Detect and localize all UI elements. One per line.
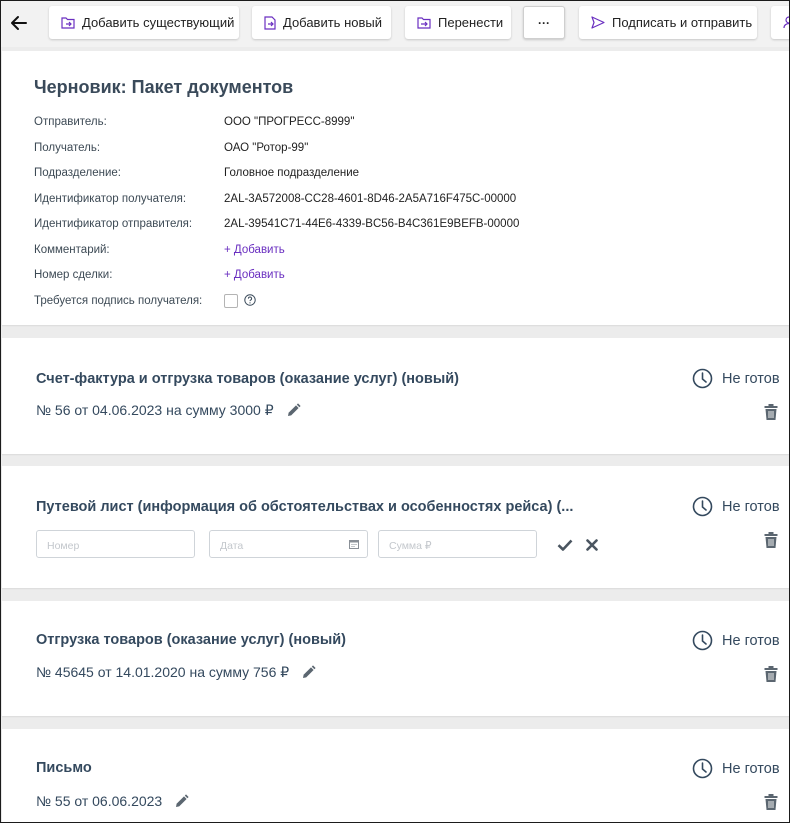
pencil-icon[interactable] [301, 665, 316, 680]
add-existing-label: Добавить существующий [82, 15, 235, 30]
status-text: Не готов [722, 760, 780, 777]
document-title[interactable]: Письмо [36, 760, 92, 776]
status-text: Не готов [722, 370, 780, 387]
document-details [36, 664, 316, 681]
document-card[interactable] [2, 338, 789, 454]
status-indicator [692, 630, 780, 651]
recipient-value: ОАО "Ротор-99" [224, 142, 309, 154]
number-input[interactable] [36, 530, 195, 558]
clock-icon [692, 496, 713, 517]
number-placeholder: Номер [47, 540, 80, 552]
sender-id-value: 2AL-39541C71-44E6-4339-BC56-B4C361E9BEFB-00000 [224, 218, 520, 230]
signature-required-label: Требуется подпись получателя: [34, 295, 203, 307]
trash-icon[interactable] [764, 794, 778, 810]
folder-move-icon [417, 16, 431, 29]
calendar-icon[interactable] [349, 539, 359, 549]
move-button[interactable] [405, 6, 511, 39]
trash-icon[interactable] [764, 532, 778, 548]
status-indicator [692, 496, 780, 517]
document-title[interactable]: Счет-фактура и отгрузка товаров (оказание услуг) (новый) [36, 371, 459, 387]
sign-and-send-label: Подписать и отправить [612, 15, 753, 30]
sender-label: Отправитель: [34, 116, 107, 128]
send-icon [591, 16, 605, 29]
package-header-card [2, 51, 789, 325]
trash-icon[interactable] [764, 666, 778, 682]
comment-label: Комментарий: [34, 244, 110, 256]
department-label: Подразделение: [34, 167, 121, 179]
user-icon [783, 16, 790, 29]
recipient-id-value: 2AL-3A572008-CC28-4601-8D46-2A5A716F475C-00000 [224, 193, 517, 205]
department-value: Головное подразделение [224, 167, 360, 179]
document-details [36, 793, 189, 809]
folder-add-icon [61, 16, 75, 29]
sum-placeholder: Сумма ₽ [389, 540, 432, 552]
sign-and-send-button[interactable] [579, 6, 757, 39]
recipient-id-label: Идентификатор получателя: [34, 193, 187, 205]
status-text: Не готов [722, 498, 780, 515]
document-title[interactable]: Отгрузка товаров (оказание услуг) (новый) [36, 632, 346, 648]
clock-icon [692, 368, 713, 389]
status-indicator [692, 368, 780, 389]
document-subtitle: № 55 от 06.06.2023 [36, 793, 163, 809]
document-card[interactable] [2, 601, 789, 716]
sender-id-label: Идентификатор отправителя: [34, 218, 193, 230]
sum-input[interactable] [378, 530, 537, 558]
add-deal-number-link[interactable]: + Добавить [224, 269, 285, 281]
add-new-button[interactable] [252, 6, 391, 39]
overflow-button[interactable] [771, 6, 790, 39]
document-details [36, 402, 301, 419]
status-text: Не готов [722, 632, 780, 649]
toolbar [1, 1, 789, 47]
document-add-icon [264, 16, 276, 30]
document-title[interactable]: Путевой лист (информация об обстоятельствах и особенностях рейса) (... [36, 499, 574, 515]
confirm-check-icon[interactable] [557, 539, 573, 551]
back-arrow-icon[interactable] [7, 11, 31, 35]
document-subtitle: № 56 от 04.06.2023 на сумму 3000 ₽ [36, 402, 274, 418]
add-existing-button[interactable] [49, 6, 239, 39]
page-title: Черновик: Пакет документов [34, 77, 294, 97]
cancel-x-icon[interactable] [586, 539, 598, 551]
recipient-label: Получатель: [34, 142, 101, 154]
add-new-label: Добавить новый [283, 15, 382, 30]
pencil-icon[interactable] [174, 794, 189, 809]
clock-icon [692, 630, 713, 651]
clock-icon [692, 758, 713, 779]
sender-value: ООО "ПРОГРЕСС-8999" [224, 116, 355, 128]
document-card[interactable] [2, 729, 789, 823]
more-button[interactable] [523, 6, 565, 39]
move-label: Перенести [438, 15, 504, 30]
document-card[interactable] [2, 466, 789, 588]
signature-required-checkbox[interactable] [224, 294, 238, 308]
date-input[interactable] [209, 530, 368, 558]
date-placeholder: Дата [220, 540, 244, 552]
help-icon[interactable] [244, 294, 256, 306]
document-subtitle: № 45645 от 14.01.2020 на сумму 756 ₽ [36, 664, 290, 680]
more-label: ··· [538, 15, 550, 30]
status-indicator [692, 758, 780, 779]
pencil-icon[interactable] [286, 403, 301, 418]
add-comment-link[interactable]: + Добавить [224, 244, 285, 256]
deal-number-label: Номер сделки: [34, 269, 113, 281]
trash-icon[interactable] [764, 404, 778, 420]
